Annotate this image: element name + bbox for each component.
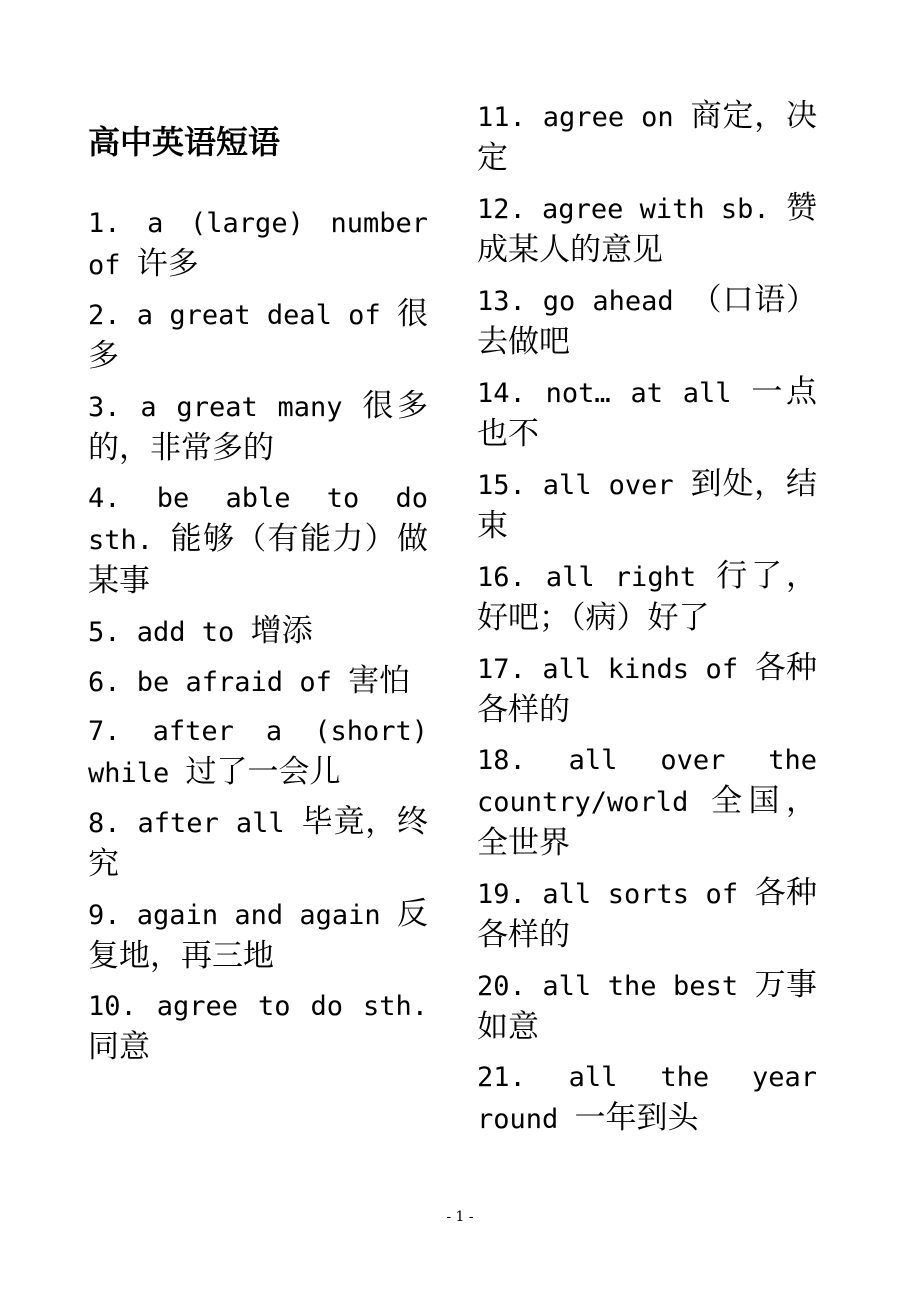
phrase-entry <box>477 464 817 548</box>
phrase-chinese: 赞成某人的意见 <box>477 190 817 268</box>
phrase-entry <box>88 386 428 470</box>
phrase-entry <box>477 648 817 732</box>
phrase-english: 11. agree on <box>477 102 674 133</box>
phrase-english: 2. a great deal of <box>88 300 381 331</box>
phrase-english: 18. all over the country/world <box>477 745 817 818</box>
phrase-entry <box>477 556 817 640</box>
page-title: 高中英语短语 <box>88 123 281 161</box>
phrase-english: 4. be able to do sth. <box>88 483 428 556</box>
phrase-entry <box>477 372 817 456</box>
phrase-chinese: 一年到头 <box>574 1100 699 1136</box>
phrase-english: 21. all the year round <box>477 1062 817 1135</box>
phrase-entry <box>477 1057 817 1140</box>
phrase-entry <box>88 611 428 653</box>
phrase-entry <box>477 280 817 364</box>
phrase-entry <box>88 711 428 794</box>
phrase-english: 15. all over <box>477 470 674 501</box>
phrase-english: 13. go ahead <box>477 286 674 317</box>
phrase-english: 14. not… at all <box>477 378 732 409</box>
phrase-chinese: 行了，好吧；（病）好了 <box>477 558 817 636</box>
phrase-chinese: 反复地，再三地 <box>88 896 428 974</box>
phrase-chinese: 增添 <box>250 613 313 649</box>
right-column <box>477 96 817 1148</box>
phrase-english: 3. a great many <box>88 392 343 423</box>
phrase-entry <box>88 203 428 286</box>
phrase-entry <box>88 894 428 978</box>
phrase-chinese: 一点也不 <box>477 374 817 452</box>
phrase-chinese: 同意 <box>88 1029 150 1065</box>
phrase-entry <box>477 740 817 865</box>
phrase-chinese: 商定，决定 <box>477 98 817 176</box>
phrase-entry <box>88 661 428 703</box>
phrase-chinese: 过了一会儿 <box>185 754 341 790</box>
phrase-chinese: 到处，结束 <box>477 466 817 544</box>
phrase-chinese: 很多的，非常多的 <box>88 388 428 466</box>
phrase-english: 10. agree to do sth. <box>88 991 428 1022</box>
phrase-english: 8. after all <box>88 808 285 839</box>
phrase-entry <box>88 802 428 886</box>
phrase-english: 6. be afraid of <box>88 667 332 698</box>
phrase-english: 17. all kinds of <box>477 654 739 685</box>
phrase-entry <box>477 873 817 957</box>
phrase-chinese: 很多 <box>88 296 428 374</box>
phrase-chinese: 能够（有能力）做某事 <box>88 521 428 599</box>
phrase-chinese: 毕竟，终究 <box>88 804 428 882</box>
phrase-chinese: 全国，全世界 <box>477 783 817 861</box>
phrase-entry <box>477 96 817 180</box>
phrase-entry <box>88 294 428 378</box>
left-column <box>88 203 428 1077</box>
phrase-english: 20. all the best <box>477 971 739 1002</box>
phrase-english: 9. again and again <box>88 900 381 931</box>
phrase-entry <box>88 986 428 1069</box>
phrase-chinese: 害怕 <box>348 663 411 699</box>
phrase-chinese: 许多 <box>136 246 199 282</box>
phrase-english: 7. after a (short) while <box>88 716 428 789</box>
phrase-chinese: （口语）去做吧 <box>477 282 817 360</box>
phrase-english: 19. all sorts of <box>477 879 739 910</box>
phrase-english: 1. a (large) number of <box>88 208 428 281</box>
phrase-entry <box>477 188 817 272</box>
phrase-english: 5. add to <box>88 617 235 648</box>
phrase-english: 16. all right <box>477 562 697 593</box>
phrase-entry <box>88 478 428 603</box>
phrase-entry <box>477 965 817 1049</box>
phrase-english: 12. agree with sb. <box>477 194 770 225</box>
phrase-chinese: 各种各样的 <box>477 875 817 953</box>
phrase-chinese: 万事如意 <box>477 967 817 1045</box>
phrase-chinese: 各种各样的 <box>477 650 817 728</box>
page-number: - 1 - <box>446 1209 474 1225</box>
